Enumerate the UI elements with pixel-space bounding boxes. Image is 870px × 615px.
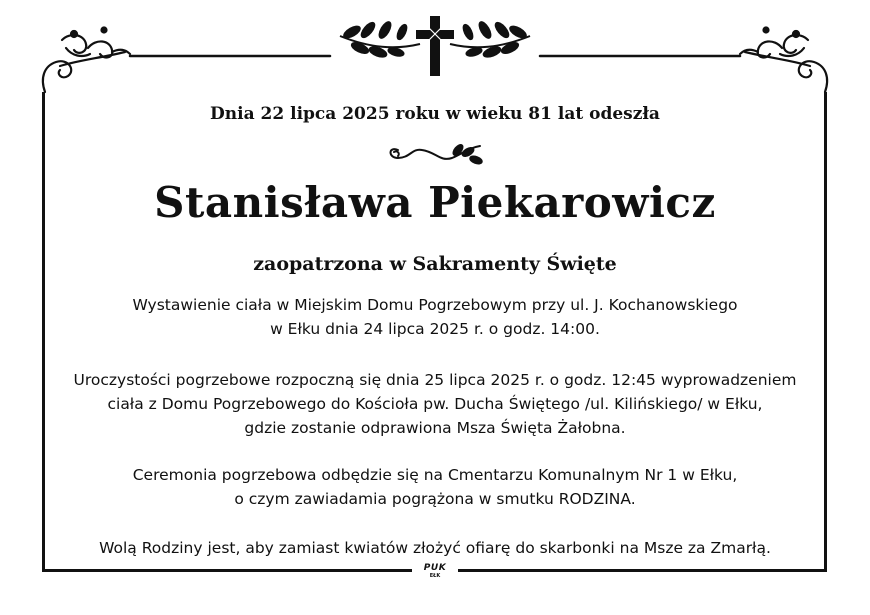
paragraph-line: Wystawienie ciała w Miejskim Domu Pogrzebowym przy ul. J. Kochanowskiego [132, 296, 738, 314]
paragraph-line: w Ełku dnia 24 lipca 2025 r. o godz. 14:00. [270, 320, 600, 338]
corner-flourish-right-icon [540, 28, 827, 93]
paragraph-line: Ceremonia pogrzebowa odbędzie się na Cmentarzu Komunalnym Nr 1 w Ełku, [132, 466, 738, 484]
paragraph-line: ciała z Domu Pogrzebowego do Kościoła pw. Ducha Świętego /ul. Kilińskiego/ w Ełku, [107, 395, 763, 413]
deceased-name: Stanisława Piekarowicz [154, 178, 716, 227]
frame-bottom-border-right [458, 569, 827, 572]
funeral-ceremony-paragraph [45, 368, 825, 440]
frame-bottom-border-left [42, 569, 412, 572]
death-announcement-intro: Dnia 22 lipca 2025 roku w wieku 81 lat odeszła [210, 104, 660, 124]
logo-sub-text: EŁK [429, 573, 441, 579]
family-wish-paragraph [45, 536, 825, 560]
logo-main-text: PUK [423, 563, 447, 573]
divider-flourish-icon [391, 143, 483, 164]
paragraph-line: gdzie zostanie odprawiona Msza Święta Żałobna. [244, 419, 626, 437]
corner-flourish-left-icon [43, 28, 330, 93]
laurel-branch-right-icon [450, 20, 530, 59]
laurel-branch-left-icon [340, 20, 420, 59]
paragraph-line: o czym zawiadamia pogrążona w smutku RODZINA. [234, 490, 636, 508]
sacraments-note: zaopatrzona w Sakramenty Święte [253, 253, 617, 275]
burial-paragraph [45, 463, 825, 511]
cross-icon [416, 16, 454, 76]
viewing-paragraph [45, 293, 825, 341]
paragraph-line: Wolą Rodziny jest, aby zamiast kwiatów złożyć ofiarę do skarbonki na Msze za Zmarłą. [99, 539, 771, 557]
paragraph-line: Uroczystości pogrzebowe rozpoczną się dnia 25 lipca 2025 r. o godz. 12:45 wyprowadzeniem [73, 371, 797, 389]
puk-logo [418, 563, 452, 585]
